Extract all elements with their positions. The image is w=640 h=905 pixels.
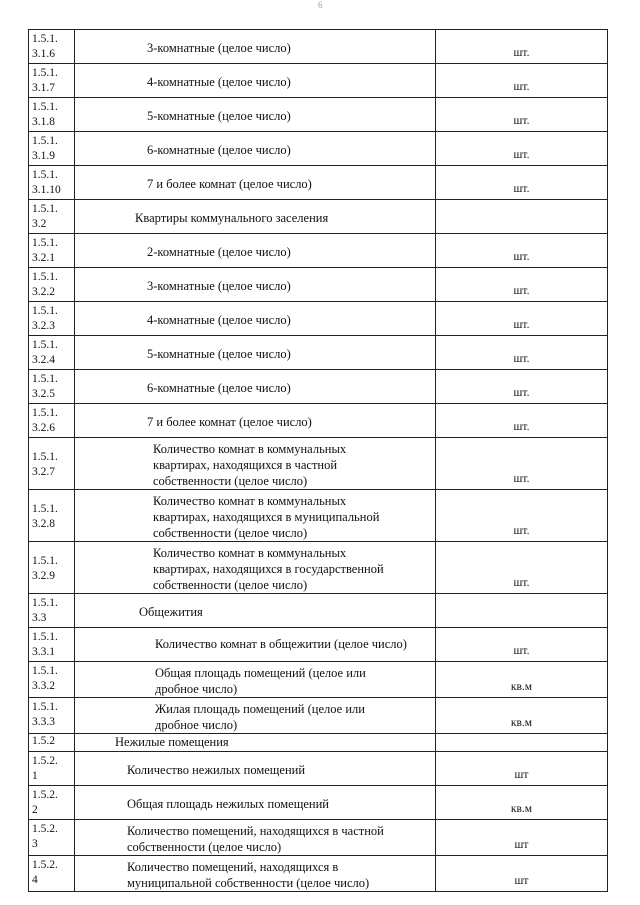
row-unit: кв.м (436, 698, 608, 734)
row-unit: кв.м (436, 786, 608, 820)
row-name: 2-комнатные (целое число) (75, 234, 436, 268)
table-row (29, 438, 608, 490)
table-row (29, 698, 608, 734)
row-code: 1.5.1. 3.2.2 (29, 268, 75, 302)
row-code: 1.5.1. 3.2.3 (29, 302, 75, 336)
row-code: 1.5.2. 3 (29, 820, 75, 856)
row-code: 1.5.1. 3.2.1 (29, 234, 75, 268)
row-unit: шт. (436, 98, 608, 132)
row-code: 1.5.1. 3.2.8 (29, 490, 75, 542)
row-name: 5-комнатные (целое число) (75, 98, 436, 132)
group-row (29, 200, 608, 234)
row-name: Жилая площадь помещений (целое или дробное число) (75, 698, 436, 734)
table-row (29, 98, 608, 132)
row-unit: шт. (436, 438, 608, 490)
group-name: Нежилые помещения (75, 734, 436, 752)
row-code: 1.5.1. 3.3.2 (29, 662, 75, 698)
row-name: Количество комнат в коммунальных квартирах, находящихся в муниципальной собственности (целое число) (75, 490, 436, 542)
table-row (29, 370, 608, 404)
row-unit: шт (436, 752, 608, 786)
page-number-mark: 6 (318, 0, 323, 10)
row-name: 4-комнатные (целое число) (75, 302, 436, 336)
table-row (29, 662, 608, 698)
indicators-table (28, 29, 608, 892)
row-unit: шт. (436, 132, 608, 166)
row-code: 1.5.1. 3.1.9 (29, 132, 75, 166)
row-code: 1.5.2. 2 (29, 786, 75, 820)
row-name: 7 и более комнат (целое число) (75, 404, 436, 438)
row-unit: шт. (436, 542, 608, 594)
table-row (29, 856, 608, 892)
row-code: 1.5.1. 3.2.9 (29, 542, 75, 594)
row-name: Общая площадь нежилых помещений (75, 786, 436, 820)
group-name: Квартиры коммунального заселения (75, 200, 436, 234)
table-row (29, 820, 608, 856)
group-row (29, 734, 608, 752)
row-unit: шт. (436, 490, 608, 542)
row-name: Количество нежилых помещений (75, 752, 436, 786)
group-unit (436, 594, 608, 628)
table-row (29, 628, 608, 662)
group-code: 1.5.2 (29, 734, 75, 752)
row-unit: шт (436, 856, 608, 892)
row-name: 4-комнатные (целое число) (75, 64, 436, 98)
row-unit: шт. (436, 628, 608, 662)
row-code: 1.5.2. 1 (29, 752, 75, 786)
table-row (29, 234, 608, 268)
table-row (29, 542, 608, 594)
row-unit: кв.м (436, 662, 608, 698)
row-code: 1.5.2. 4 (29, 856, 75, 892)
row-unit: шт. (436, 166, 608, 200)
row-name: 6-комнатные (целое число) (75, 370, 436, 404)
group-row (29, 594, 608, 628)
group-code: 1.5.1. 3.3 (29, 594, 75, 628)
table-row (29, 336, 608, 370)
table-row (29, 404, 608, 438)
row-name: Количество помещений, находящихся в муниципальной собственности (целое число) (75, 856, 436, 892)
table-row (29, 64, 608, 98)
row-name: 6-комнатные (целое число) (75, 132, 436, 166)
row-code: 1.5.1. 3.2.7 (29, 438, 75, 490)
row-unit: шт. (436, 404, 608, 438)
table-row (29, 132, 608, 166)
row-unit: шт. (436, 336, 608, 370)
row-code: 1.5.1. 3.1.8 (29, 98, 75, 132)
group-name: Общежития (75, 594, 436, 628)
row-name: 7 и более комнат (целое число) (75, 166, 436, 200)
table-row (29, 490, 608, 542)
row-code: 1.5.1. 3.2.5 (29, 370, 75, 404)
table-row (29, 302, 608, 336)
table-row (29, 268, 608, 302)
row-name: Общая площадь помещений (целое или дробное число) (75, 662, 436, 698)
group-code: 1.5.1. 3.2 (29, 200, 75, 234)
row-code: 1.5.1. 3.2.6 (29, 404, 75, 438)
row-name: Количество комнат в коммунальных квартирах, находящихся в государственной собственности (целое число) (75, 542, 436, 594)
row-unit: шт. (436, 370, 608, 404)
row-unit: шт. (436, 302, 608, 336)
row-code: 1.5.1. 3.1.10 (29, 166, 75, 200)
table-row (29, 166, 608, 200)
row-unit: шт. (436, 234, 608, 268)
row-name: Количество комнат в коммунальных квартирах, находящихся в частной собственности (целое число) (75, 438, 436, 490)
table-row (29, 30, 608, 64)
row-name: Количество комнат в общежитии (целое число) (75, 628, 436, 662)
row-code: 1.5.1. 3.3.1 (29, 628, 75, 662)
row-code: 1.5.1. 3.1.6 (29, 30, 75, 64)
row-name: 3-комнатные (целое число) (75, 268, 436, 302)
row-name: Количество помещений, находящихся в частной собственности (целое число) (75, 820, 436, 856)
row-name: 3-комнатные (целое число) (75, 30, 436, 64)
group-unit (436, 200, 608, 234)
table-row (29, 786, 608, 820)
row-unit: шт (436, 820, 608, 856)
row-code: 1.5.1. 3.2.4 (29, 336, 75, 370)
row-unit: шт. (436, 30, 608, 64)
row-unit: шт. (436, 268, 608, 302)
row-unit: шт. (436, 64, 608, 98)
row-code: 1.5.1. 3.3.3 (29, 698, 75, 734)
table-row (29, 752, 608, 786)
row-code: 1.5.1. 3.1.7 (29, 64, 75, 98)
row-name: 5-комнатные (целое число) (75, 336, 436, 370)
group-unit (436, 734, 608, 752)
